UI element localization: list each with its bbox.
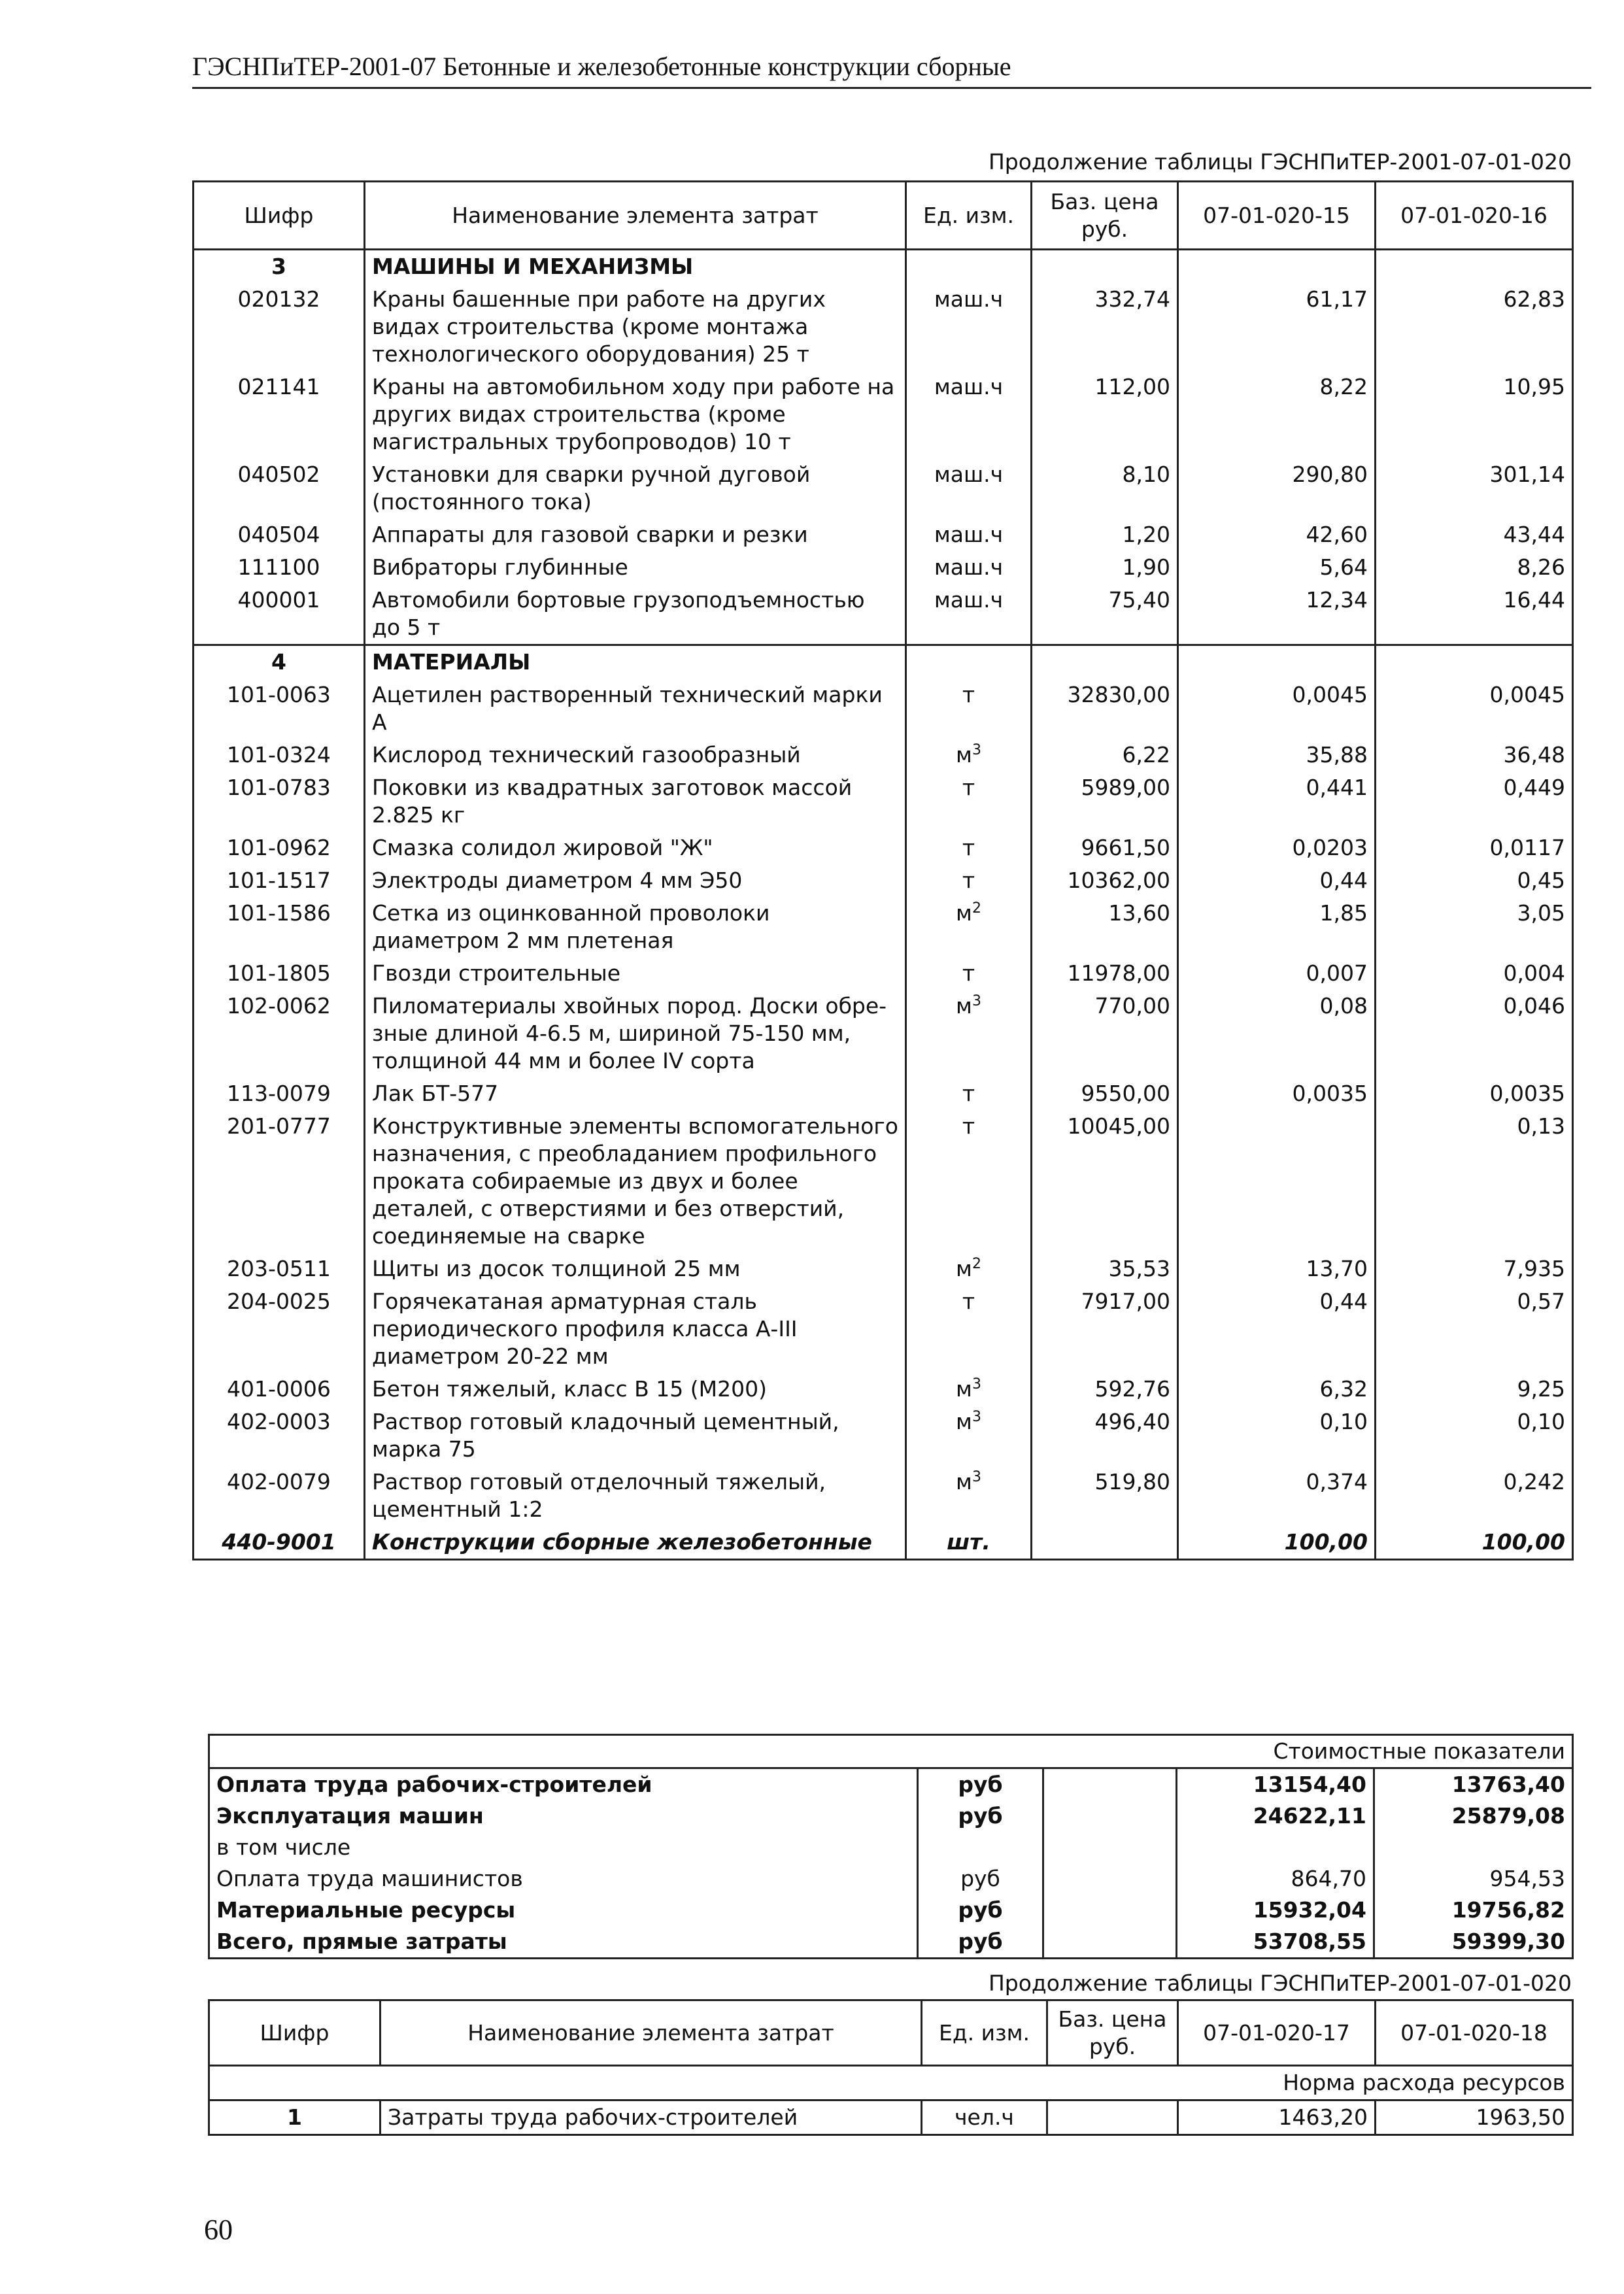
norm-value-16: 36,48 xyxy=(1376,739,1573,771)
norm-value-15: 12,34 xyxy=(1178,584,1376,645)
base-price: 112,00 xyxy=(1032,371,1178,458)
empty-cell xyxy=(906,645,1032,679)
summary-value-15: 24622,11 xyxy=(1177,1800,1374,1832)
base-price: 10045,00 xyxy=(1032,1110,1178,1253)
empty-cell xyxy=(1043,1832,1177,1863)
norm-value-16: 3,05 xyxy=(1376,897,1573,957)
resource-code: 020132 xyxy=(194,283,365,371)
unit-text: м xyxy=(956,1376,972,1402)
summary-value-16: 13763,40 xyxy=(1374,1768,1573,1801)
unit-text: т xyxy=(962,682,975,707)
base-price xyxy=(1047,2100,1178,2135)
resource-name: Гвозди строительные xyxy=(365,957,906,990)
resource-unit xyxy=(906,832,1032,864)
col-header-v2: 07-01-020-16 xyxy=(1376,182,1573,250)
summary-label: Эксплуатация машин xyxy=(209,1800,918,1832)
summary-caption: Стоимостные показатели xyxy=(209,1735,1573,1768)
base-price: 6,22 xyxy=(1032,739,1178,771)
resource-unit xyxy=(906,1110,1032,1253)
norm-value-16: 301,14 xyxy=(1376,458,1573,518)
resource-name: Вибраторы глубинные xyxy=(365,551,906,584)
unit-text: м xyxy=(956,993,972,1019)
resource-unit xyxy=(906,1285,1032,1373)
resource-code: 102-0062 xyxy=(194,990,365,1077)
base-price: 35,53 xyxy=(1032,1253,1178,1285)
empty-cell xyxy=(1043,1768,1177,1801)
resource-unit xyxy=(906,458,1032,518)
norm-value-15: 0,10 xyxy=(1178,1406,1376,1466)
resource-code: 201-0777 xyxy=(194,1110,365,1253)
unit-text: м xyxy=(956,1256,972,1281)
section-row xyxy=(194,250,1573,284)
summary-value-16: 19756,82 xyxy=(1374,1895,1573,1926)
table-row xyxy=(194,1406,1573,1466)
resource-unit xyxy=(906,739,1032,771)
summary-value-16: 954,53 xyxy=(1374,1863,1573,1895)
norm-value-16: 0,004 xyxy=(1376,957,1573,990)
table-row xyxy=(194,739,1573,771)
norm-value-15: 0,44 xyxy=(1178,864,1376,897)
resource-name: Поковки из квадратных заготовок массой 2.825 кг xyxy=(365,771,906,832)
empty-cell xyxy=(1376,645,1573,679)
summary-value-15: 53708,55 xyxy=(1177,1926,1374,1959)
col-header-unit: Ед. изм. xyxy=(922,2000,1047,2066)
base-price: 13,60 xyxy=(1032,897,1178,957)
base-price: 11978,00 xyxy=(1032,957,1178,990)
col-header-price: Баз. цена руб. xyxy=(1032,182,1178,250)
resource-unit xyxy=(906,518,1032,551)
resource-code: 203-0511 xyxy=(194,1253,365,1285)
summary-value-16: 59399,30 xyxy=(1374,1926,1573,1959)
resource-unit xyxy=(906,551,1032,584)
norm-value-18: 1963,50 xyxy=(1376,2100,1573,2135)
norm-value-15: 61,17 xyxy=(1178,283,1376,371)
unit-text: м xyxy=(956,1409,972,1434)
norm-value-16: 0,13 xyxy=(1376,1110,1573,1253)
empty-cell xyxy=(1043,1800,1177,1832)
resource-code: 101-1805 xyxy=(194,957,365,990)
resource-code: 400001 xyxy=(194,584,365,645)
table-row xyxy=(194,1526,1573,1560)
resource-name: Смазка солидол жировой "Ж" xyxy=(365,832,906,864)
norm-value-16: 0,45 xyxy=(1376,864,1573,897)
unit-text: т xyxy=(962,1289,975,1314)
resource-code: 101-1586 xyxy=(194,897,365,957)
resource-unit xyxy=(906,1406,1032,1466)
table-row xyxy=(194,371,1573,458)
resource-name: Сетка из оцинкованной проволоки диаметром 2 мм плетеная xyxy=(365,897,906,957)
base-price: 592,76 xyxy=(1032,1373,1178,1406)
resource-name: Конструкции сборные железобетонные xyxy=(365,1526,906,1560)
resource-unit xyxy=(906,1077,1032,1110)
resource-name: Лак БТ-577 xyxy=(365,1077,906,1110)
unit-text: т xyxy=(962,960,975,986)
table-row xyxy=(194,1253,1573,1285)
resource-name: Пиломатериалы хвойных пород. Доски обре-зные длиной 4-6.5 м, шириной 75-150 мм, толщиной 44 мм и более IV сорта xyxy=(365,990,906,1077)
table-body xyxy=(194,250,1573,1560)
summary-label: Оплата труда рабочих-строителей xyxy=(209,1768,918,1801)
norm-value-16: 8,26 xyxy=(1376,551,1573,584)
table-continuation-caption: Продолжение таблицы ГЭСНПиТЕР-2001-07-01-020 xyxy=(988,149,1572,175)
section-number: 3 xyxy=(194,250,365,284)
resource-unit xyxy=(906,864,1032,897)
base-price: 1,20 xyxy=(1032,518,1178,551)
base-price: 75,40 xyxy=(1032,584,1178,645)
table-row xyxy=(194,1110,1573,1253)
empty-cell xyxy=(1032,250,1178,284)
resource-code: 402-0079 xyxy=(194,1466,365,1526)
unit-exponent: 3 xyxy=(972,1469,981,1485)
resource-table-1 xyxy=(192,180,1574,1560)
running-header: ГЭСНПиТЕР-2001-07 Бетонные и железобетонные конструкции сборные xyxy=(192,51,1591,89)
summary-label: в том числе xyxy=(209,1832,918,1863)
norm-value-15: 0,007 xyxy=(1178,957,1376,990)
norm-value-15: 100,00 xyxy=(1178,1526,1376,1560)
resource-code: 101-0324 xyxy=(194,739,365,771)
summary-value-16: 25879,08 xyxy=(1374,1800,1573,1832)
summary-row xyxy=(209,1832,1573,1863)
table-row xyxy=(194,458,1573,518)
summary-value-15: 13154,40 xyxy=(1177,1768,1374,1801)
norm-value-15: 5,64 xyxy=(1178,551,1376,584)
norm-value-15: 1,85 xyxy=(1178,897,1376,957)
resource-name: Установки для сварки ручной дуговой (постоянного тока) xyxy=(365,458,906,518)
resource-unit xyxy=(906,283,1032,371)
resource-code: 440-9001 xyxy=(194,1526,365,1560)
resource-unit xyxy=(906,771,1032,832)
base-price: 1,90 xyxy=(1032,551,1178,584)
resource-unit: чел.ч xyxy=(922,2100,1047,2135)
table-row xyxy=(194,1077,1573,1110)
resource-table-2 xyxy=(208,1999,1574,2136)
section-number: 4 xyxy=(194,645,365,679)
table-row xyxy=(194,897,1573,957)
table-body xyxy=(209,2066,1573,2135)
summary-unit: руб xyxy=(918,1800,1043,1832)
resource-unit xyxy=(906,1526,1032,1560)
resource-name: Автомобили бортовые грузоподъемностью до 5 т xyxy=(365,584,906,645)
norm-value-16: 0,0117 xyxy=(1376,832,1573,864)
resource-name: Конструктивные элементы вспомогательного назначения, с преобладанием профильного проката собираемые из двух и более деталей, с отверстиями и без отверстий, соединяемые на сварке xyxy=(365,1110,906,1253)
resource-unit xyxy=(906,1373,1032,1406)
empty-cell xyxy=(1043,1895,1177,1926)
summary-row xyxy=(209,1895,1573,1926)
cost-summary-table xyxy=(208,1734,1574,1959)
norm-value-15: 0,44 xyxy=(1178,1285,1376,1373)
col-header-v2: 07-01-020-18 xyxy=(1376,2000,1573,2066)
base-price: 770,00 xyxy=(1032,990,1178,1077)
norm-value-15: 8,22 xyxy=(1178,371,1376,458)
unit-exponent: 3 xyxy=(972,1409,981,1425)
base-price: 496,40 xyxy=(1032,1406,1178,1466)
col-header-v1: 07-01-020-15 xyxy=(1178,182,1376,250)
resource-name: Электроды диаметром 4 мм Э50 xyxy=(365,864,906,897)
table-row xyxy=(194,679,1573,739)
summary-row xyxy=(209,1768,1573,1801)
table-row xyxy=(194,1285,1573,1373)
unit-exponent: 3 xyxy=(972,1376,981,1392)
resource-code: 204-0025 xyxy=(194,1285,365,1373)
base-price: 9661,50 xyxy=(1032,832,1178,864)
resource-code: 040504 xyxy=(194,518,365,551)
norm-value-17: 1463,20 xyxy=(1178,2100,1376,2135)
resource-code: 021141 xyxy=(194,371,365,458)
unit-text: маш.ч xyxy=(934,554,1004,580)
norm-value-15: 13,70 xyxy=(1178,1253,1376,1285)
section-title: МАШИНЫ И МЕХАНИЗМЫ xyxy=(365,250,906,284)
resource-name: Бетон тяжелый, класс В 15 (М200) xyxy=(365,1373,906,1406)
norm-value-16: 0,57 xyxy=(1376,1285,1573,1373)
summary-unit xyxy=(918,1832,1043,1863)
resource-name: Раствор готовый кладочный цементный, марка 75 xyxy=(365,1406,906,1466)
base-price: 332,74 xyxy=(1032,283,1178,371)
base-price: 32830,00 xyxy=(1032,679,1178,739)
section-title: МАТЕРИАЛЫ xyxy=(365,645,906,679)
norm-value-15: 0,0045 xyxy=(1178,679,1376,739)
base-price: 10362,00 xyxy=(1032,864,1178,897)
unit-text: т xyxy=(962,1081,975,1106)
table-row xyxy=(194,864,1573,897)
table-row xyxy=(194,771,1573,832)
resource-name: Ацетилен растворенный технический марки А xyxy=(365,679,906,739)
norm-value-16: 7,935 xyxy=(1376,1253,1573,1285)
empty-cell xyxy=(1043,1926,1177,1959)
table-row xyxy=(194,1373,1573,1406)
summary-value-15 xyxy=(1177,1832,1374,1863)
unit-exponent: 3 xyxy=(972,993,981,1009)
resource-code: 111100 xyxy=(194,551,365,584)
table-row xyxy=(194,518,1573,551)
norm-value-15: 0,0203 xyxy=(1178,832,1376,864)
norm-value-16: 43,44 xyxy=(1376,518,1573,551)
table-row xyxy=(194,551,1573,584)
unit-exponent: 2 xyxy=(972,900,981,917)
norm-value-16: 100,00 xyxy=(1376,1526,1573,1560)
summary-row xyxy=(209,1863,1573,1895)
resource-code: 040502 xyxy=(194,458,365,518)
resource-name: Аппараты для газовой сварки и резки xyxy=(365,518,906,551)
resource-name: Краны башенные при работе на других видах строительства (кроме монтажа технологического оборудования) 25 т xyxy=(365,283,906,371)
table-continuation-caption-2: Продолжение таблицы ГЭСНПиТЕР-2001-07-01-020 xyxy=(988,1970,1572,1996)
resource-unit xyxy=(906,957,1032,990)
summary-unit: руб xyxy=(918,1926,1043,1959)
summary-body xyxy=(209,1735,1573,1959)
norm-value-16: 0,449 xyxy=(1376,771,1573,832)
page-number: 60 xyxy=(204,2214,233,2246)
resource-name: Затраты труда рабочих-строителей xyxy=(381,2100,922,2135)
base-price: 5989,00 xyxy=(1032,771,1178,832)
norm-value-15: 0,08 xyxy=(1178,990,1376,1077)
norm-value-15: 6,32 xyxy=(1178,1373,1376,1406)
norm-value-16: 0,242 xyxy=(1376,1466,1573,1526)
norm-value-16: 10,95 xyxy=(1376,371,1573,458)
table-row xyxy=(194,584,1573,645)
summary-label: Оплата труда машинистов xyxy=(209,1863,918,1895)
unit-exponent: 3 xyxy=(972,742,981,758)
summary-label: Материальные ресурсы xyxy=(209,1895,918,1926)
norm-value-15: 42,60 xyxy=(1178,518,1376,551)
unit-text: шт. xyxy=(947,1529,990,1555)
table-row xyxy=(194,957,1573,990)
empty-cell xyxy=(1043,1863,1177,1895)
norm-value-16: 0,0035 xyxy=(1376,1077,1573,1110)
summary-unit: руб xyxy=(918,1768,1043,1801)
norm-value-15: 0,441 xyxy=(1178,771,1376,832)
resource-unit xyxy=(906,1466,1032,1526)
unit-exponent: 2 xyxy=(972,1256,981,1272)
resource-unit xyxy=(906,584,1032,645)
unit-text: маш.ч xyxy=(934,522,1004,547)
resource-code: 1 xyxy=(209,2100,381,2135)
norm-value-15 xyxy=(1178,1110,1376,1253)
summary-caption-row xyxy=(209,1735,1573,1768)
base-price xyxy=(1032,1526,1178,1560)
base-price: 9550,00 xyxy=(1032,1077,1178,1110)
table-row xyxy=(194,832,1573,864)
summary-value-16 xyxy=(1374,1832,1573,1863)
norm-caption: Норма расхода ресурсов xyxy=(209,2066,1573,2100)
unit-text: м xyxy=(956,900,972,926)
col-header-price: Баз. цена руб. xyxy=(1047,2000,1178,2066)
table-row xyxy=(194,283,1573,371)
unit-text: маш.ч xyxy=(934,587,1004,613)
empty-cell xyxy=(1178,250,1376,284)
empty-cell xyxy=(1032,645,1178,679)
resource-code: 402-0003 xyxy=(194,1406,365,1466)
unit-text: м xyxy=(956,742,972,767)
unit-text: м xyxy=(956,1469,972,1494)
summary-row xyxy=(209,1800,1573,1832)
resource-code: 101-0783 xyxy=(194,771,365,832)
caption-row xyxy=(209,2066,1573,2100)
resource-code: 113-0079 xyxy=(194,1077,365,1110)
empty-cell xyxy=(906,250,1032,284)
unit-text: маш.ч xyxy=(934,286,1004,312)
summary-value-15: 15932,04 xyxy=(1177,1895,1374,1926)
resource-unit xyxy=(906,679,1032,739)
resource-name: Краны на автомобильном ходу при работе на других видах строительства (кроме магистральных трубопроводов) 10 т xyxy=(365,371,906,458)
section-row xyxy=(194,645,1573,679)
norm-value-16: 62,83 xyxy=(1376,283,1573,371)
resource-name: Горячекатаная арматурная сталь периодического профиля класса А-III диаметром 20-22 мм xyxy=(365,1285,906,1373)
resource-unit xyxy=(906,897,1032,957)
norm-value-15: 290,80 xyxy=(1178,458,1376,518)
resource-unit xyxy=(906,1253,1032,1285)
unit-text: т xyxy=(962,835,975,860)
base-price: 8,10 xyxy=(1032,458,1178,518)
resource-code: 401-0006 xyxy=(194,1373,365,1406)
col-header-name: Наименование элемента затрат xyxy=(381,2000,922,2066)
resource-name: Щиты из досок толщиной 25 мм xyxy=(365,1253,906,1285)
resource-code: 101-0063 xyxy=(194,679,365,739)
col-header-unit: Ед. изм. xyxy=(906,182,1032,250)
col-header-code: Шифр xyxy=(209,2000,381,2066)
resource-code: 101-1517 xyxy=(194,864,365,897)
col-header-name: Наименование элемента затрат xyxy=(365,182,906,250)
col-header-code: Шифр xyxy=(194,182,365,250)
norm-value-16: 0,10 xyxy=(1376,1406,1573,1466)
resource-name: Кислород технический газообразный xyxy=(365,739,906,771)
empty-cell xyxy=(1178,645,1376,679)
norm-value-16: 0,0045 xyxy=(1376,679,1573,739)
col-header-v1: 07-01-020-17 xyxy=(1178,2000,1376,2066)
summary-value-15: 864,70 xyxy=(1177,1863,1374,1895)
summary-row xyxy=(209,1926,1573,1959)
base-price: 7917,00 xyxy=(1032,1285,1178,1373)
norm-value-15: 0,0035 xyxy=(1178,1077,1376,1110)
norm-value-15: 0,374 xyxy=(1178,1466,1376,1526)
resource-name: Раствор готовый отделочный тяжелый, цементный 1:2 xyxy=(365,1466,906,1526)
summary-unit: руб xyxy=(918,1863,1043,1895)
resource-unit xyxy=(906,990,1032,1077)
table-row xyxy=(194,1466,1573,1526)
unit-text: маш.ч xyxy=(934,374,1004,399)
resource-code: 101-0962 xyxy=(194,832,365,864)
resource-unit xyxy=(906,371,1032,458)
summary-label: Всего, прямые затраты xyxy=(209,1926,918,1959)
norm-value-16: 9,25 xyxy=(1376,1373,1573,1406)
norm-value-15: 35,88 xyxy=(1178,739,1376,771)
norm-value-16: 16,44 xyxy=(1376,584,1573,645)
table-row xyxy=(194,990,1573,1077)
unit-text: маш.ч xyxy=(934,462,1004,487)
norm-value-16: 0,046 xyxy=(1376,990,1573,1077)
empty-cell xyxy=(1376,250,1573,284)
unit-text: т xyxy=(962,1113,975,1139)
base-price: 519,80 xyxy=(1032,1466,1178,1526)
table-row xyxy=(209,2100,1573,2135)
unit-text: т xyxy=(962,775,975,800)
summary-unit: руб xyxy=(918,1895,1043,1926)
unit-text: т xyxy=(962,868,975,893)
